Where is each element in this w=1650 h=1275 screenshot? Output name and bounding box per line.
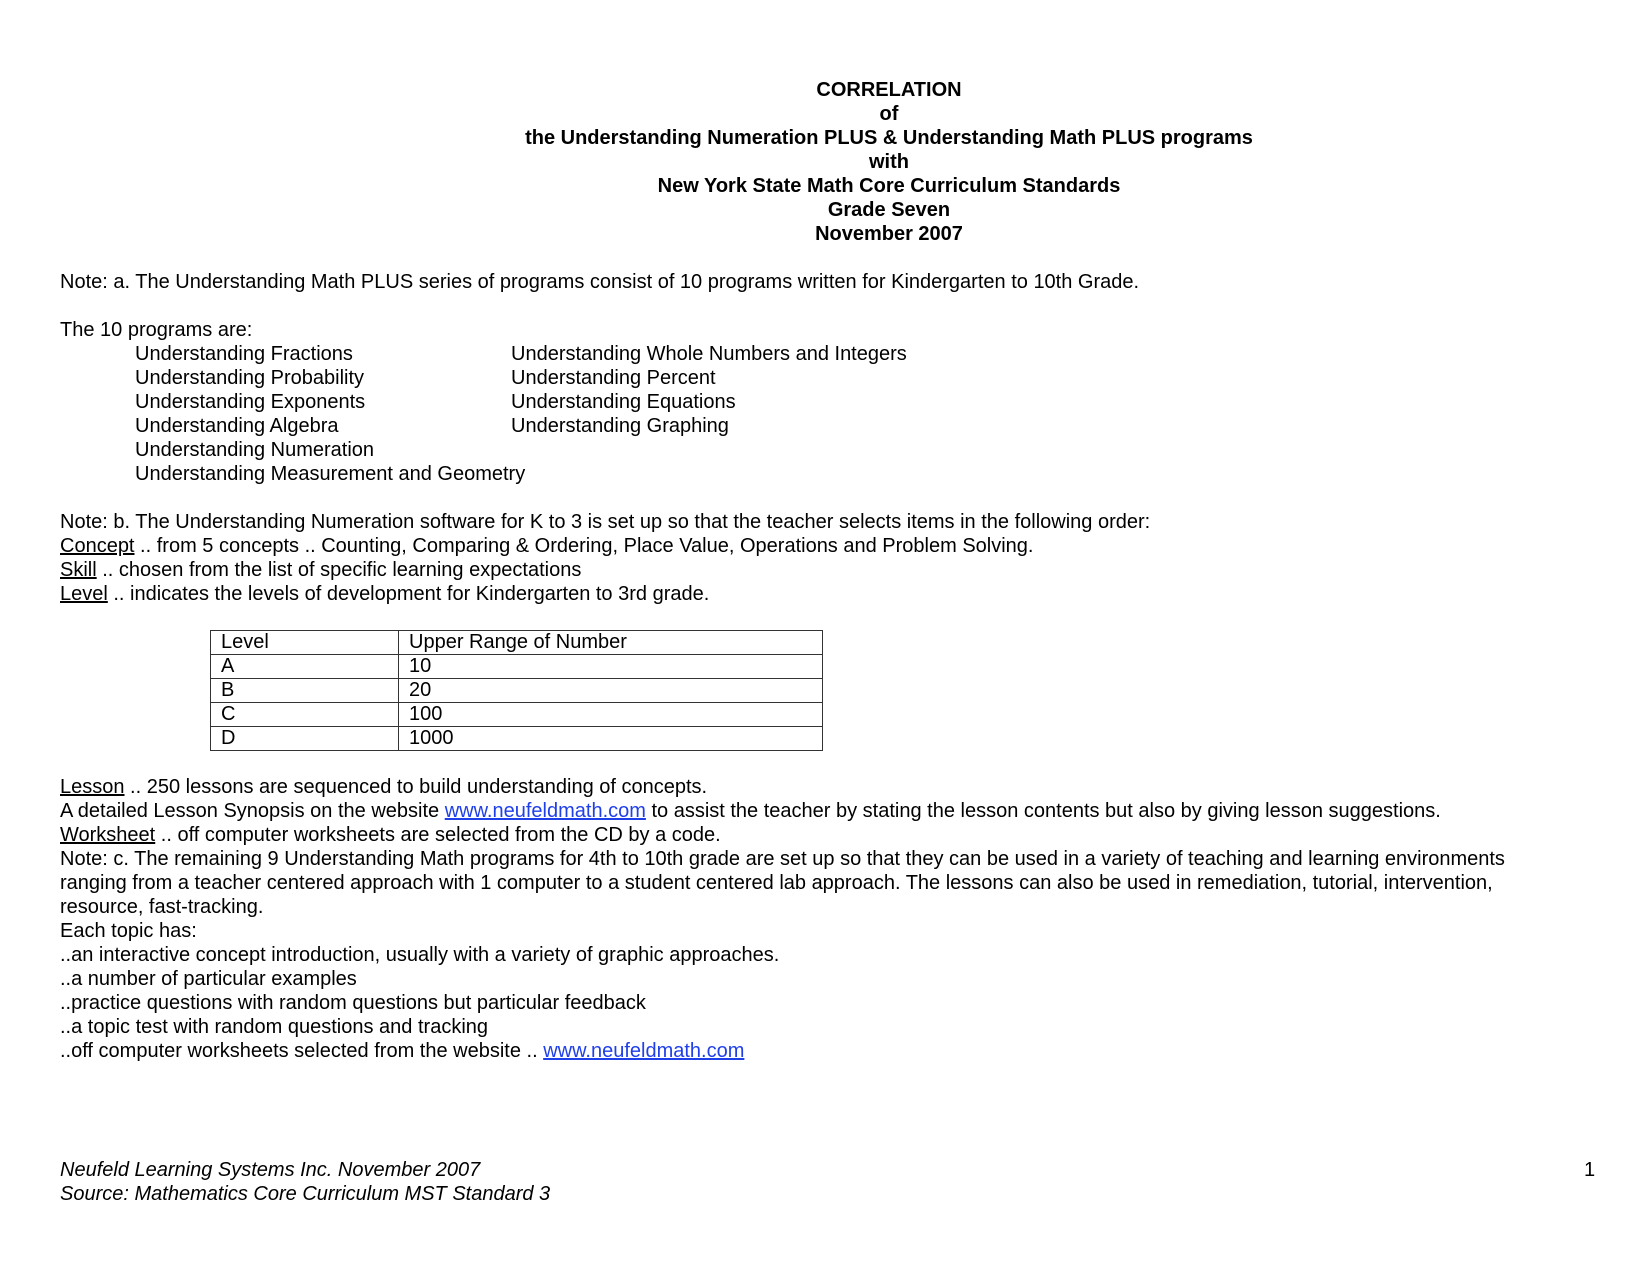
topic-item [60, 1039, 1590, 1063]
lesson-text: .. 250 lessons are sequenced to build understanding of concepts. [124, 776, 708, 798]
page-number: 1 [1584, 1159, 1596, 1181]
programs-list [60, 342, 1590, 486]
footer-line: Neufeld Learning Systems Inc. November 2007 [60, 1159, 481, 1181]
program-item: Understanding Whole Numbers and Integers [511, 343, 907, 365]
document-page [60, 78, 1590, 1063]
table-header-cell: Level [211, 631, 399, 655]
concept-line [60, 534, 1590, 558]
note-c-line: ranging from a teacher centered approach with 1 computer to a student centered lab approach. The lessons can also be used in remediation, tutorial, intervention, [60, 872, 1493, 894]
skill-line [60, 558, 1590, 582]
lesson-term: Lesson [60, 776, 125, 798]
table-cell: A [211, 655, 399, 679]
topic-item: ..practice questions with random questions but particular feedback [60, 992, 646, 1014]
program-item: Understanding Equations [511, 391, 736, 413]
worksheet-line [60, 823, 1590, 847]
topic-item: ..a topic test with random questions and tracking [60, 1016, 489, 1038]
program-item: Understanding Measurement and Geometry [135, 463, 526, 485]
program-item: Understanding Percent [511, 367, 716, 389]
document-title [60, 78, 1590, 246]
level-line [60, 582, 1590, 606]
program-item: Understanding Algebra [135, 415, 339, 437]
synopsis-before: A detailed Lesson Synopsis on the website [60, 800, 445, 822]
table-cell: D [211, 727, 399, 751]
table-row [211, 655, 823, 679]
program-item: Understanding Probability [135, 367, 365, 389]
worksheet-text: .. off computer worksheets are selected from the CD by a code. [155, 824, 721, 846]
table-cell: 1000 [399, 727, 823, 751]
lesson-line [60, 775, 1590, 799]
website-link[interactable]: www.neufeldmath.com [444, 800, 646, 822]
table-header-cell: Upper Range of Number [399, 631, 823, 655]
note-c-line: resource, fast-tracking. [60, 896, 264, 918]
program-item: Understanding Numeration [135, 439, 375, 461]
synopsis-after: to assist the teacher by stating the lesson contents but also by giving lesson suggestions. [645, 800, 1441, 822]
table-cell: 10 [399, 655, 823, 679]
note-b: Note: b. The Understanding Numeration software for K to 3 is set up so that the teacher selects items in the following order: [60, 511, 1151, 533]
programs-intro: The 10 programs are: [60, 319, 253, 341]
table-cell: 100 [399, 703, 823, 727]
note-a: Note: a. The Understanding Math PLUS series of programs consist of 10 programs written for Kindergarten to 10th Grade. [60, 271, 1140, 293]
table-cell: C [211, 703, 399, 727]
worksheet-term: Worksheet [60, 824, 156, 846]
table-cell: 20 [399, 679, 823, 703]
table-cell: B [211, 679, 399, 703]
concept-term: Concept [60, 535, 135, 557]
level-term: Level [60, 583, 108, 605]
table-header-row [211, 631, 823, 655]
title-line: November 2007 [815, 223, 963, 245]
topic-item: ..an interactive concept introduction, usually with a variety of graphic approaches. [60, 944, 780, 966]
page-footer [60, 1158, 550, 1206]
synopsis-line [60, 799, 1590, 823]
program-item: Understanding Graphing [511, 415, 729, 437]
topic-intro: Each topic has: [60, 920, 197, 942]
note-c-line: Note: c. The remaining 9 Understanding Math programs for 4th to 10th grade are set up so that they can be used in a variety of teaching and learning environments [60, 848, 1505, 870]
level-table [210, 630, 823, 751]
title-line: of [879, 103, 899, 125]
concept-text: .. from 5 concepts .. Counting, Comparing & Ordering, Place Value, Operations and Problem Solving. [134, 535, 1034, 557]
topic-item: ..a number of particular examples [60, 968, 357, 990]
website-link[interactable]: www.neufeldmath.com [543, 1040, 745, 1062]
skill-text: .. chosen from the list of specific learning expectations [96, 559, 582, 581]
program-item: Understanding Fractions [135, 343, 353, 365]
footer-line: Source: Mathematics Core Curriculum MST Standard 3 [60, 1183, 551, 1205]
table-row [211, 703, 823, 727]
table-row [211, 679, 823, 703]
program-item: Understanding Exponents [135, 391, 366, 413]
title-line: Grade Seven [827, 199, 951, 221]
table-row [211, 727, 823, 751]
title-line: New York State Math Core Curriculum Standards [657, 175, 1121, 197]
skill-term: Skill [60, 559, 97, 581]
topic-last-text: ..off computer worksheets selected from the website .. [60, 1040, 544, 1062]
title-line: with [869, 151, 909, 173]
title-line: CORRELATION [816, 79, 962, 101]
level-text: .. indicates the levels of development for Kindergarten to 3rd grade. [107, 583, 710, 605]
title-line: the Understanding Numeration PLUS & Understanding Math PLUS programs [525, 127, 1253, 149]
